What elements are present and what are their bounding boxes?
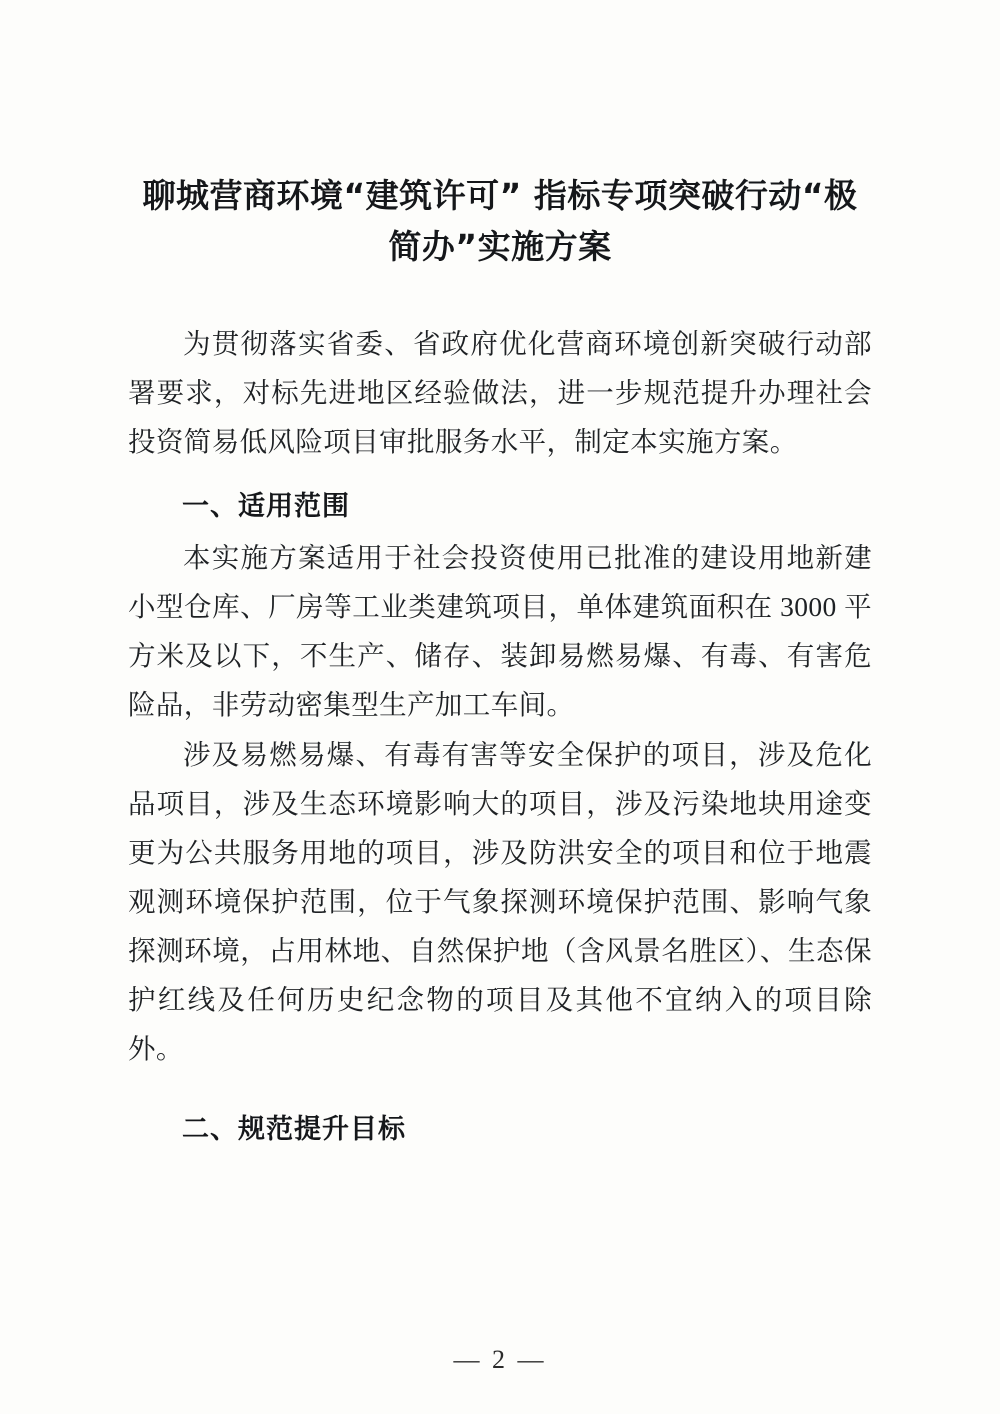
section-heading-scope: 一、适用范围 [182, 491, 350, 523]
intro-paragraph: 为贯彻落实省委、省政府优化营商环境创新突破行动部署要求，对标先进地区经验做法，进一步规范提升办理社会投资简易低风险项目审批服务水平，制定本实施方案。 [128, 328, 872, 458]
document-body [128, 170, 872, 1157]
section-heading-goals: 二、规范提升目标 [182, 1114, 406, 1145]
spacer [128, 1076, 872, 1102]
spacer [128, 469, 872, 479]
page-title: 聊城营商环境“建筑许可” 指标专项突破行动“极简办”实施方案 [142, 176, 858, 267]
scope-paragraph-1: 本实施方案适用于社会投资使用已批准的建设用地新建小型仓库、厂房等工业类建筑项目，单体建筑面积在 3000 平方米及以下，不生产、储存、装卸易燃易爆、有毒、有害危险品，非劳动密集型生产加工车间。 [128, 541, 872, 720]
page-number: — 2 — [453, 1345, 547, 1374]
scope-paragraph-2: 涉及易燃易爆、有毒有害等安全保护的项目，涉及危化品项目，涉及生态环境影响大的项目，涉及污染地块用途变更为公共服务用地的项目，涉及防洪安全的项目和位于地震观测环境保护范围，位于气象探测环境保护范围、影响气象探测环境，占用林地、自然保护地（含风景名胜区）、生态保护红线及任何历史纪念物的项目及其他不宜纳入的项目除外。 [128, 739, 872, 1065]
